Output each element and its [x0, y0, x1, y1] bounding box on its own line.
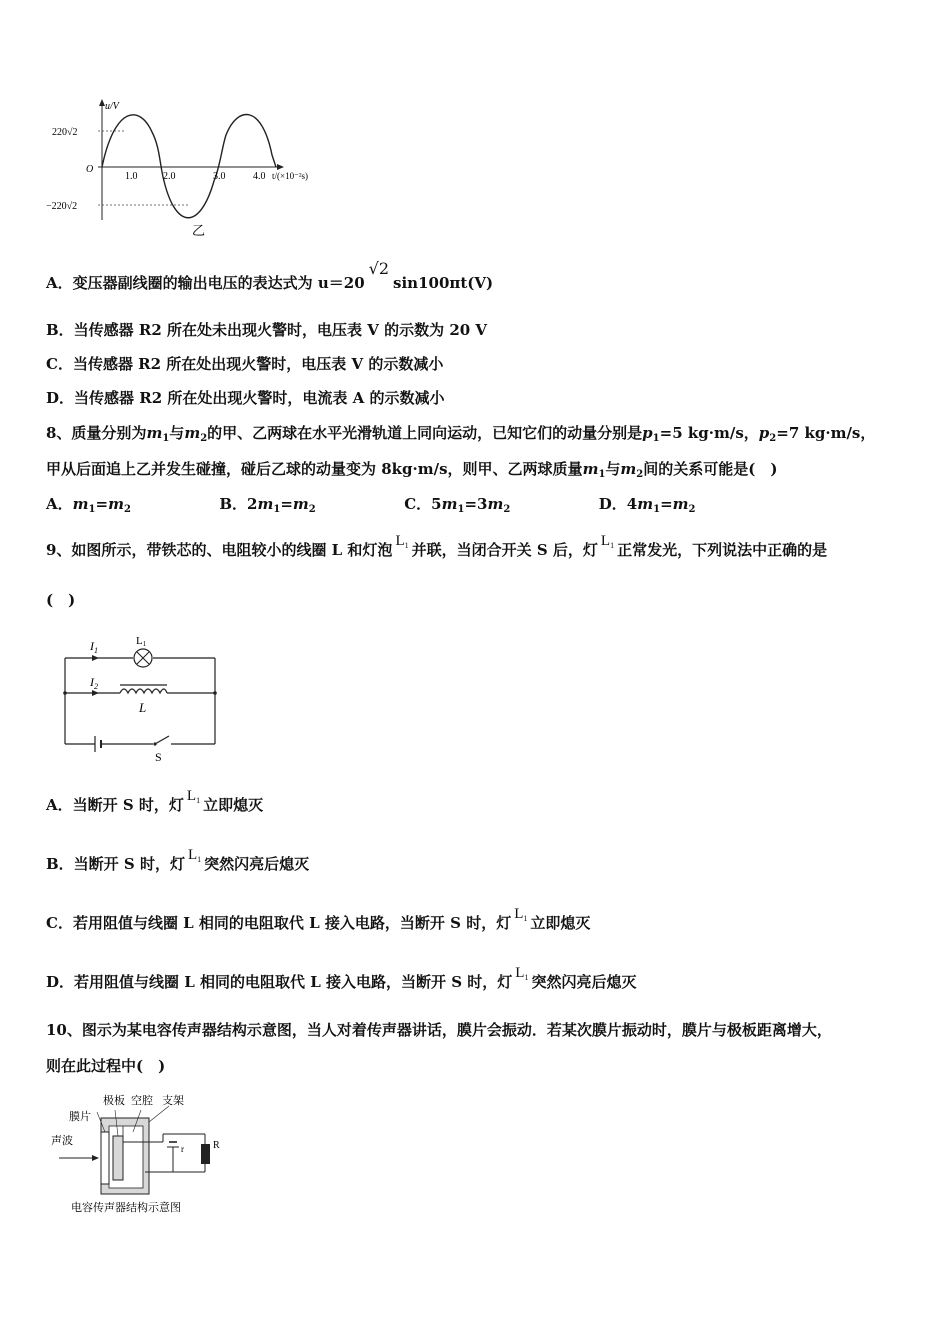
i1-arrow: [92, 655, 99, 661]
q8-c-label: C．5: [404, 495, 442, 513]
q9-c-b: 立即熄灭: [530, 914, 591, 932]
q9-a-lamp-L: L: [186, 788, 197, 804]
i1-label: [89, 639, 98, 655]
tick-2: 2.0: [163, 171, 176, 182]
q9-a-lamp: [184, 788, 203, 804]
lamp-label: [136, 635, 147, 648]
junction-left: [63, 691, 67, 695]
q8-l2-m2: m: [620, 460, 637, 478]
q9-c-lamp-L: L: [514, 906, 524, 922]
label-plate: 极板: [103, 1095, 125, 1107]
q8-l1b: 与: [169, 424, 185, 442]
q8-b-m1: m: [257, 495, 274, 513]
electrode-plate: [113, 1136, 123, 1180]
label-diaphragm: 膜片: [69, 1111, 91, 1123]
q9-option-a: [46, 788, 264, 821]
q9-b-lamp-L: L: [187, 847, 198, 863]
q9-a-b: 立即熄灭: [203, 796, 264, 814]
trough-label: −220√2: [46, 201, 78, 212]
q8-b-m1-sub: 1: [273, 504, 281, 515]
q8-c-m2: m: [487, 495, 504, 513]
q8-c-m1: m: [441, 495, 458, 513]
q9-l1c: 正常发光，下列说法中正确的是: [617, 541, 828, 559]
q8-a-m2: m: [108, 495, 124, 513]
q8-b-m2-sub: 2: [308, 504, 316, 515]
q9-b-a: B．当断开 S 时，灯: [46, 855, 185, 873]
diaphragm: [101, 1132, 109, 1184]
q9-l1-lamp2-L: L: [600, 533, 611, 549]
q10-stem-line2: 则在此过程中( ): [46, 1057, 166, 1075]
tick-1: 1.0: [125, 171, 138, 182]
peak-label: 220√2: [52, 127, 78, 138]
q9-b-lamp-sub: 1: [197, 855, 202, 864]
q9-circuit-figure: [55, 630, 225, 765]
q9-l1-lamp-L: L: [395, 533, 405, 549]
q7-option-a: [46, 259, 494, 293]
i2-label-I: I: [90, 675, 94, 689]
t-axis-label: t/(×10⁻²s): [272, 171, 309, 181]
q8-d-m2-sub: 2: [688, 504, 696, 515]
q9-d-lamp-L: L: [515, 965, 525, 981]
q7-a-tail: sin100πt(V): [393, 274, 494, 292]
i1-label-sub: 1: [94, 646, 98, 655]
q8-c-m2-sub: 2: [503, 504, 511, 515]
q8-d-m1: m: [637, 495, 654, 513]
figure-caption: 乙: [192, 223, 206, 238]
q8-l2-m2-sub: 2: [636, 469, 644, 480]
q8-option-c: [404, 495, 510, 513]
label-resistor: R: [213, 1140, 220, 1151]
tick-3: 3.0: [213, 171, 226, 182]
q10-microphone-figure: [45, 1092, 245, 1217]
q8-stem-line2: [46, 459, 777, 485]
q7-option-d: D．当传感器 R2 所在处出现火警时，电流表 A 的示数减小: [46, 389, 445, 407]
q8-p1: p: [642, 424, 653, 442]
q8-d-m2: m: [672, 495, 689, 513]
q9-a-a: A．当断开 S 时，灯: [46, 796, 184, 814]
sine-curve: [102, 115, 276, 218]
q8-b-eq: =: [280, 495, 293, 513]
i2-label: [89, 675, 98, 691]
voltage-wave-figure: [40, 95, 340, 245]
q9-l1-lamp-sub: 1: [404, 541, 409, 550]
u-axis-label: u/V: [105, 101, 119, 112]
q7-option-c: C．当传感器 R2 所在处出现火警时，电压表 V 的示数减小: [46, 355, 444, 373]
q9-d-lamp: [512, 965, 531, 981]
q8-l1d: =5 kg·m/s，: [659, 424, 759, 442]
q8-a-m1-sub: 1: [88, 504, 96, 515]
junction-right: [213, 691, 217, 695]
coil-icon: [120, 689, 167, 693]
q9-option-b: [46, 847, 310, 880]
q8-option-d: [599, 495, 696, 513]
q8-l1a: 8、质量分别为: [46, 424, 147, 442]
q8-p2-sub: 2: [769, 433, 777, 444]
q9-l1-lamp2-sub: 1: [610, 541, 615, 550]
q8-l2-m1: m: [582, 460, 599, 478]
q8-l2b: 与: [605, 460, 621, 478]
q9-l1b: 并联，当闭合开关 S 后，灯: [411, 541, 598, 559]
q8-a-m1: m: [72, 495, 89, 513]
q8-c-m1-sub: 1: [457, 504, 465, 515]
q8-p1-sub: 1: [652, 433, 660, 444]
q9-a-lamp-sub: 1: [196, 796, 201, 805]
q9-c-lamp: [511, 906, 530, 922]
q7-a-sqrt: √2: [368, 259, 390, 278]
q9-stem-line1: [46, 533, 828, 566]
q9-c-lamp-sub: 1: [523, 914, 528, 923]
q9-b-b: 突然闪亮后熄灭: [204, 855, 310, 873]
q9-l1-lamp: [392, 533, 411, 549]
q9-option-c: [46, 906, 591, 939]
q8-m1-sub: 1: [162, 433, 170, 444]
q8-b-m2: m: [292, 495, 309, 513]
q8-m2: m: [184, 424, 201, 442]
q8-b-label: B．2: [219, 495, 258, 513]
q10-stem-line1: 10、图示为某电容传声器结构示意图，当人对着传声器讲话，膜片会振动．若某次膜片振动时，膜片与极板距离增大，: [46, 1021, 832, 1039]
q8-m2-sub: 2: [200, 433, 208, 444]
q8-d-m1-sub: 1: [653, 504, 661, 515]
label-cavity: 空腔: [131, 1095, 153, 1107]
q8-p2: p: [758, 424, 770, 442]
q8-d-eq: =: [660, 495, 673, 513]
q8-a-eq: =: [95, 495, 109, 513]
q8-a-label: A．: [46, 495, 73, 513]
resistor-icon: [201, 1144, 210, 1164]
q9-option-d: [46, 965, 637, 998]
figure-caption-mic: 电容传声器结构示意图: [71, 1202, 181, 1214]
t-axis-arrow: [277, 164, 284, 170]
q8-l2a: 甲从后面追上乙并发生碰撞，碰后乙球的动量变为 8kg·m/s，则甲、乙两球质量: [46, 460, 583, 478]
q8-l1c: 的甲、乙两球在水平光滑轨道上同向运动，已知它们的动量分别是: [207, 424, 643, 442]
label-sound-wave: 声波: [51, 1135, 73, 1147]
q8-options: [46, 494, 696, 520]
q8-c-eq: =3: [464, 495, 488, 513]
tick-4: 4.0: [253, 171, 266, 182]
q8-l1e: =7 kg·m/s，: [776, 424, 876, 442]
q9-d-b: 突然闪亮后熄灭: [531, 973, 637, 991]
q9-stem-line2: ( ): [46, 591, 76, 609]
q9-l1-lamp2: [598, 533, 617, 549]
q9-l1a: 9、如图所示，带铁芯的、电阻较小的线圈 L 和灯泡: [46, 541, 393, 559]
label-r: r: [181, 1144, 184, 1154]
origin-label: O: [86, 164, 94, 175]
q8-d-label: D．4: [598, 495, 638, 513]
q8-option-b: [219, 495, 315, 513]
q9-d-lamp-sub: 1: [524, 973, 529, 982]
q9-b-lamp: [185, 847, 204, 863]
q7-option-b: B．当传感器 R2 所在处未出现火警时，电压表 V 的示数为 20 V: [46, 321, 488, 339]
lamp-label-sub: 1: [142, 640, 147, 648]
switch-label: S: [155, 750, 162, 764]
i1-label-I: I: [90, 639, 94, 653]
q8-m1: m: [146, 424, 163, 442]
q8-l2c: 间的关系可能是( ): [643, 460, 778, 478]
q9-c-a: C．若用阻值与线圈 L 相同的电阻取代 L 接入电路，当断开 S 时，灯: [46, 914, 512, 932]
label-support: 支架: [162, 1095, 184, 1107]
i2-label-sub: 2: [94, 682, 98, 691]
switch-blade: [155, 736, 169, 744]
q7-a-text: A．变压器副线圈的输出电压的表达式为 u＝20: [46, 274, 365, 292]
q8-option-a: [46, 495, 131, 513]
q8-a-m2-sub: 2: [123, 504, 131, 515]
q8-stem-line1: [46, 423, 875, 449]
lamp-label-L: L: [136, 635, 143, 647]
q8-l2-m1-sub: 1: [598, 469, 606, 480]
coil-label: L: [139, 700, 147, 715]
leader-support: [149, 1106, 169, 1122]
sound-arrow-head: [92, 1155, 99, 1161]
q9-d-a: D．若用阻值与线圈 L 相同的电阻取代 L 接入电路，当断开 S 时，灯: [46, 973, 513, 991]
